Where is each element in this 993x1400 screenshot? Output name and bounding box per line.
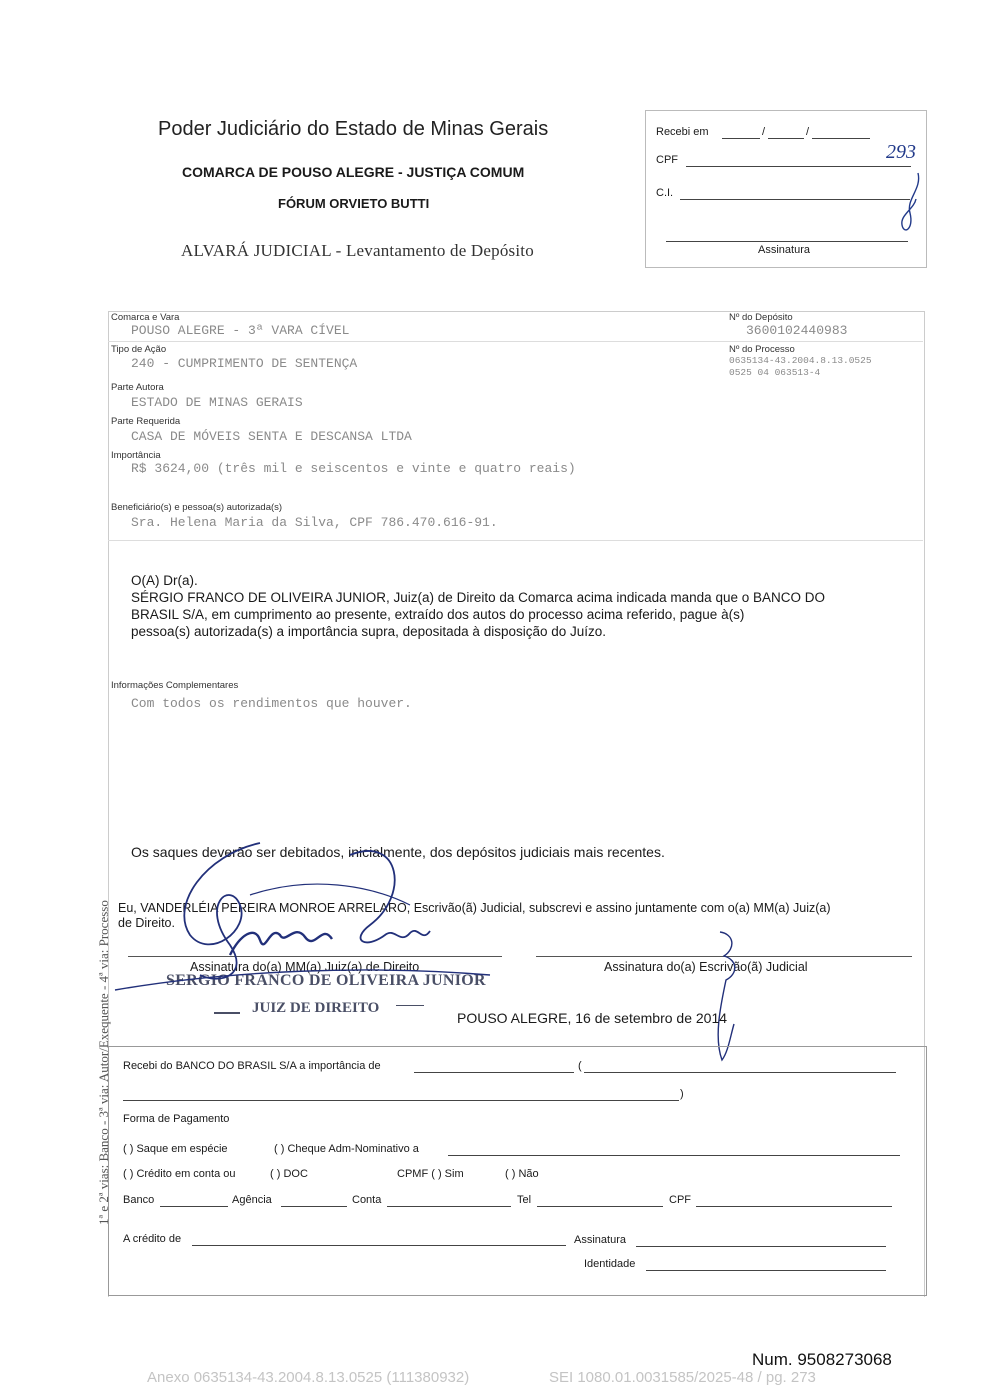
tipo-acao-label: Tipo de Ação xyxy=(111,344,167,355)
court-title: Poder Judiciário do Estado de Minas Gerais xyxy=(158,118,549,140)
saque-option[interactable]: ( ) Saque em espécie xyxy=(123,1143,228,1155)
judge-signature-icon xyxy=(110,835,510,1010)
agencia-label: Agência xyxy=(232,1194,272,1206)
parte-requerida-value: CASA DE MÓVEIS SENTA E DESCANSA LTDA xyxy=(131,429,412,444)
escrivao-text-2: de Direito. xyxy=(118,916,175,930)
body-line-1: SÉRGIO FRANCO DE OLIVEIRA JUNIOR, Juiz(a) de Direito da Comarca acima indicada manda que o BANCO DO xyxy=(131,590,825,605)
deposito-value: 3600102440983 xyxy=(746,323,848,338)
parte-autora-value: ESTADO DE MINAS GERAIS xyxy=(131,395,303,410)
conta-label: Conta xyxy=(352,1194,382,1206)
processo-value-2: 0525 04 063513-4 xyxy=(729,367,821,378)
date-separator: / xyxy=(806,126,810,138)
side-vias-text: 1ª e 2ª vias: Banco - 3ª via: Autor/Exequente - 4ª via: Processo xyxy=(96,900,111,1225)
paren-open: ( xyxy=(578,1060,582,1072)
receipt-box xyxy=(645,110,927,268)
comarca-vara-value: POUSO ALEGRE - 3ª VARA CÍVEL xyxy=(131,323,350,338)
tel-label: Tel xyxy=(517,1194,532,1206)
deposito-label: Nº do Depósito xyxy=(729,312,793,323)
cheque-option[interactable]: ( ) Cheque Adm-Nominativo a xyxy=(274,1143,419,1155)
credito-option[interactable]: ( ) Crédito em conta ou xyxy=(123,1168,236,1180)
cpmf-nao-option[interactable]: ( ) Não xyxy=(505,1168,539,1180)
a-credito-label: A crédito de xyxy=(123,1233,182,1245)
comarca-vara-label: Comarca e Vara xyxy=(111,312,180,323)
doc-option[interactable]: ( ) DOC xyxy=(270,1168,308,1180)
handwritten-mark xyxy=(896,169,926,239)
info-label: Informações Complementares xyxy=(111,680,239,691)
forma-pagamento-label: Forma de Pagamento xyxy=(123,1113,230,1125)
parte-autora-label: Parte Autora xyxy=(111,382,164,393)
body-salutation: O(A) Dr(a). xyxy=(131,573,198,588)
ci-label: C.I. xyxy=(656,187,674,199)
handwritten-page-number: 293 xyxy=(886,141,916,163)
assinatura-form-label: Assinatura xyxy=(574,1234,626,1246)
footer-sei: SEI 1080.01.0031585/2025-48 / pg. 273 xyxy=(549,1369,816,1386)
beneficiario-value: Sra. Helena Maria da Silva, CPF 786.470.616-91. xyxy=(131,515,498,530)
recebi-em-label: Recebi em xyxy=(656,126,709,138)
body-line-3: pessoa(s) autorizada(s) a importância supra, depositada à disposição do Juízo. xyxy=(131,624,607,639)
date-separator: / xyxy=(762,126,766,138)
processo-label: Nº do Processo xyxy=(729,344,795,355)
footer-num: Num. 9508273068 xyxy=(752,1350,892,1369)
footer-anexo: Anexo 0635134-43.2004.8.13.0525 (111380932) xyxy=(147,1369,470,1386)
place-date: POUSO ALEGRE, 16 de setembro de 2014 xyxy=(457,1010,728,1026)
escrivao-signature-label: Assinatura do(a) Escrivão(ã) Judicial xyxy=(604,960,808,974)
assinatura-label: Assinatura xyxy=(758,244,810,256)
importancia-value: R$ 3624,00 (três mil e seiscentos e vinte e quatro reais) xyxy=(131,461,576,476)
info-value: Com todos os rendimentos que houver. xyxy=(131,696,412,711)
juiz-signature-label: Assinatura do(a) MM(a) Juiz(a) de Direito xyxy=(190,960,420,974)
identidade-label: Identidade xyxy=(584,1258,636,1270)
saques-text: Os saques deverão ser debitados, inicialmente, dos depósitos judiciais mais recentes. xyxy=(131,844,665,860)
cpf-form-label: CPF xyxy=(669,1194,691,1206)
processo-value-1: 0635134-43.2004.8.13.0525 xyxy=(729,355,872,366)
cpf-label: CPF xyxy=(656,154,678,166)
cpmf-sim-option[interactable]: CPMF ( ) Sim xyxy=(397,1168,464,1180)
comarca-title: COMARCA DE POUSO ALEGRE - JUSTIÇA COMUM xyxy=(182,164,525,180)
beneficiario-label: Beneficiário(s) e pessoa(s) autorizada(s) xyxy=(111,502,283,513)
importancia-label: Importância xyxy=(111,450,161,461)
document-type: ALVARÁ JUDICIAL - Levantamento de Depósito xyxy=(181,241,534,260)
paren-close: ) xyxy=(680,1088,684,1100)
body-line-2: BRASIL S/A, em cumprimento ao presente, extraído dos autos do processo acima referido, pague à(s) xyxy=(131,607,745,622)
escrivao-text-1: Eu, VANDERLÉIA PEREIRA MONROE ARRELARO, Escrivão(ã) Judicial, subscrevi e assino juntamente com o(a) MM(a) Juiz(a) xyxy=(118,901,831,915)
tipo-acao-value: 240 - CUMPRIMENTO DE SENTENÇA xyxy=(131,356,358,371)
judge-stamp-title: JUIZ DE DIREITO xyxy=(252,1000,380,1016)
judge-stamp-name: SERGIO FRANCO DE OLIVEIRA JUNIOR xyxy=(166,972,486,989)
bank-recebi-label: Recebi do BANCO DO BRASIL S/A a importância de xyxy=(123,1060,381,1072)
banco-label: Banco xyxy=(123,1194,155,1206)
parte-requerida-label: Parte Requerida xyxy=(111,416,181,427)
forum-title: FÓRUM ORVIETO BUTTI xyxy=(278,196,430,211)
